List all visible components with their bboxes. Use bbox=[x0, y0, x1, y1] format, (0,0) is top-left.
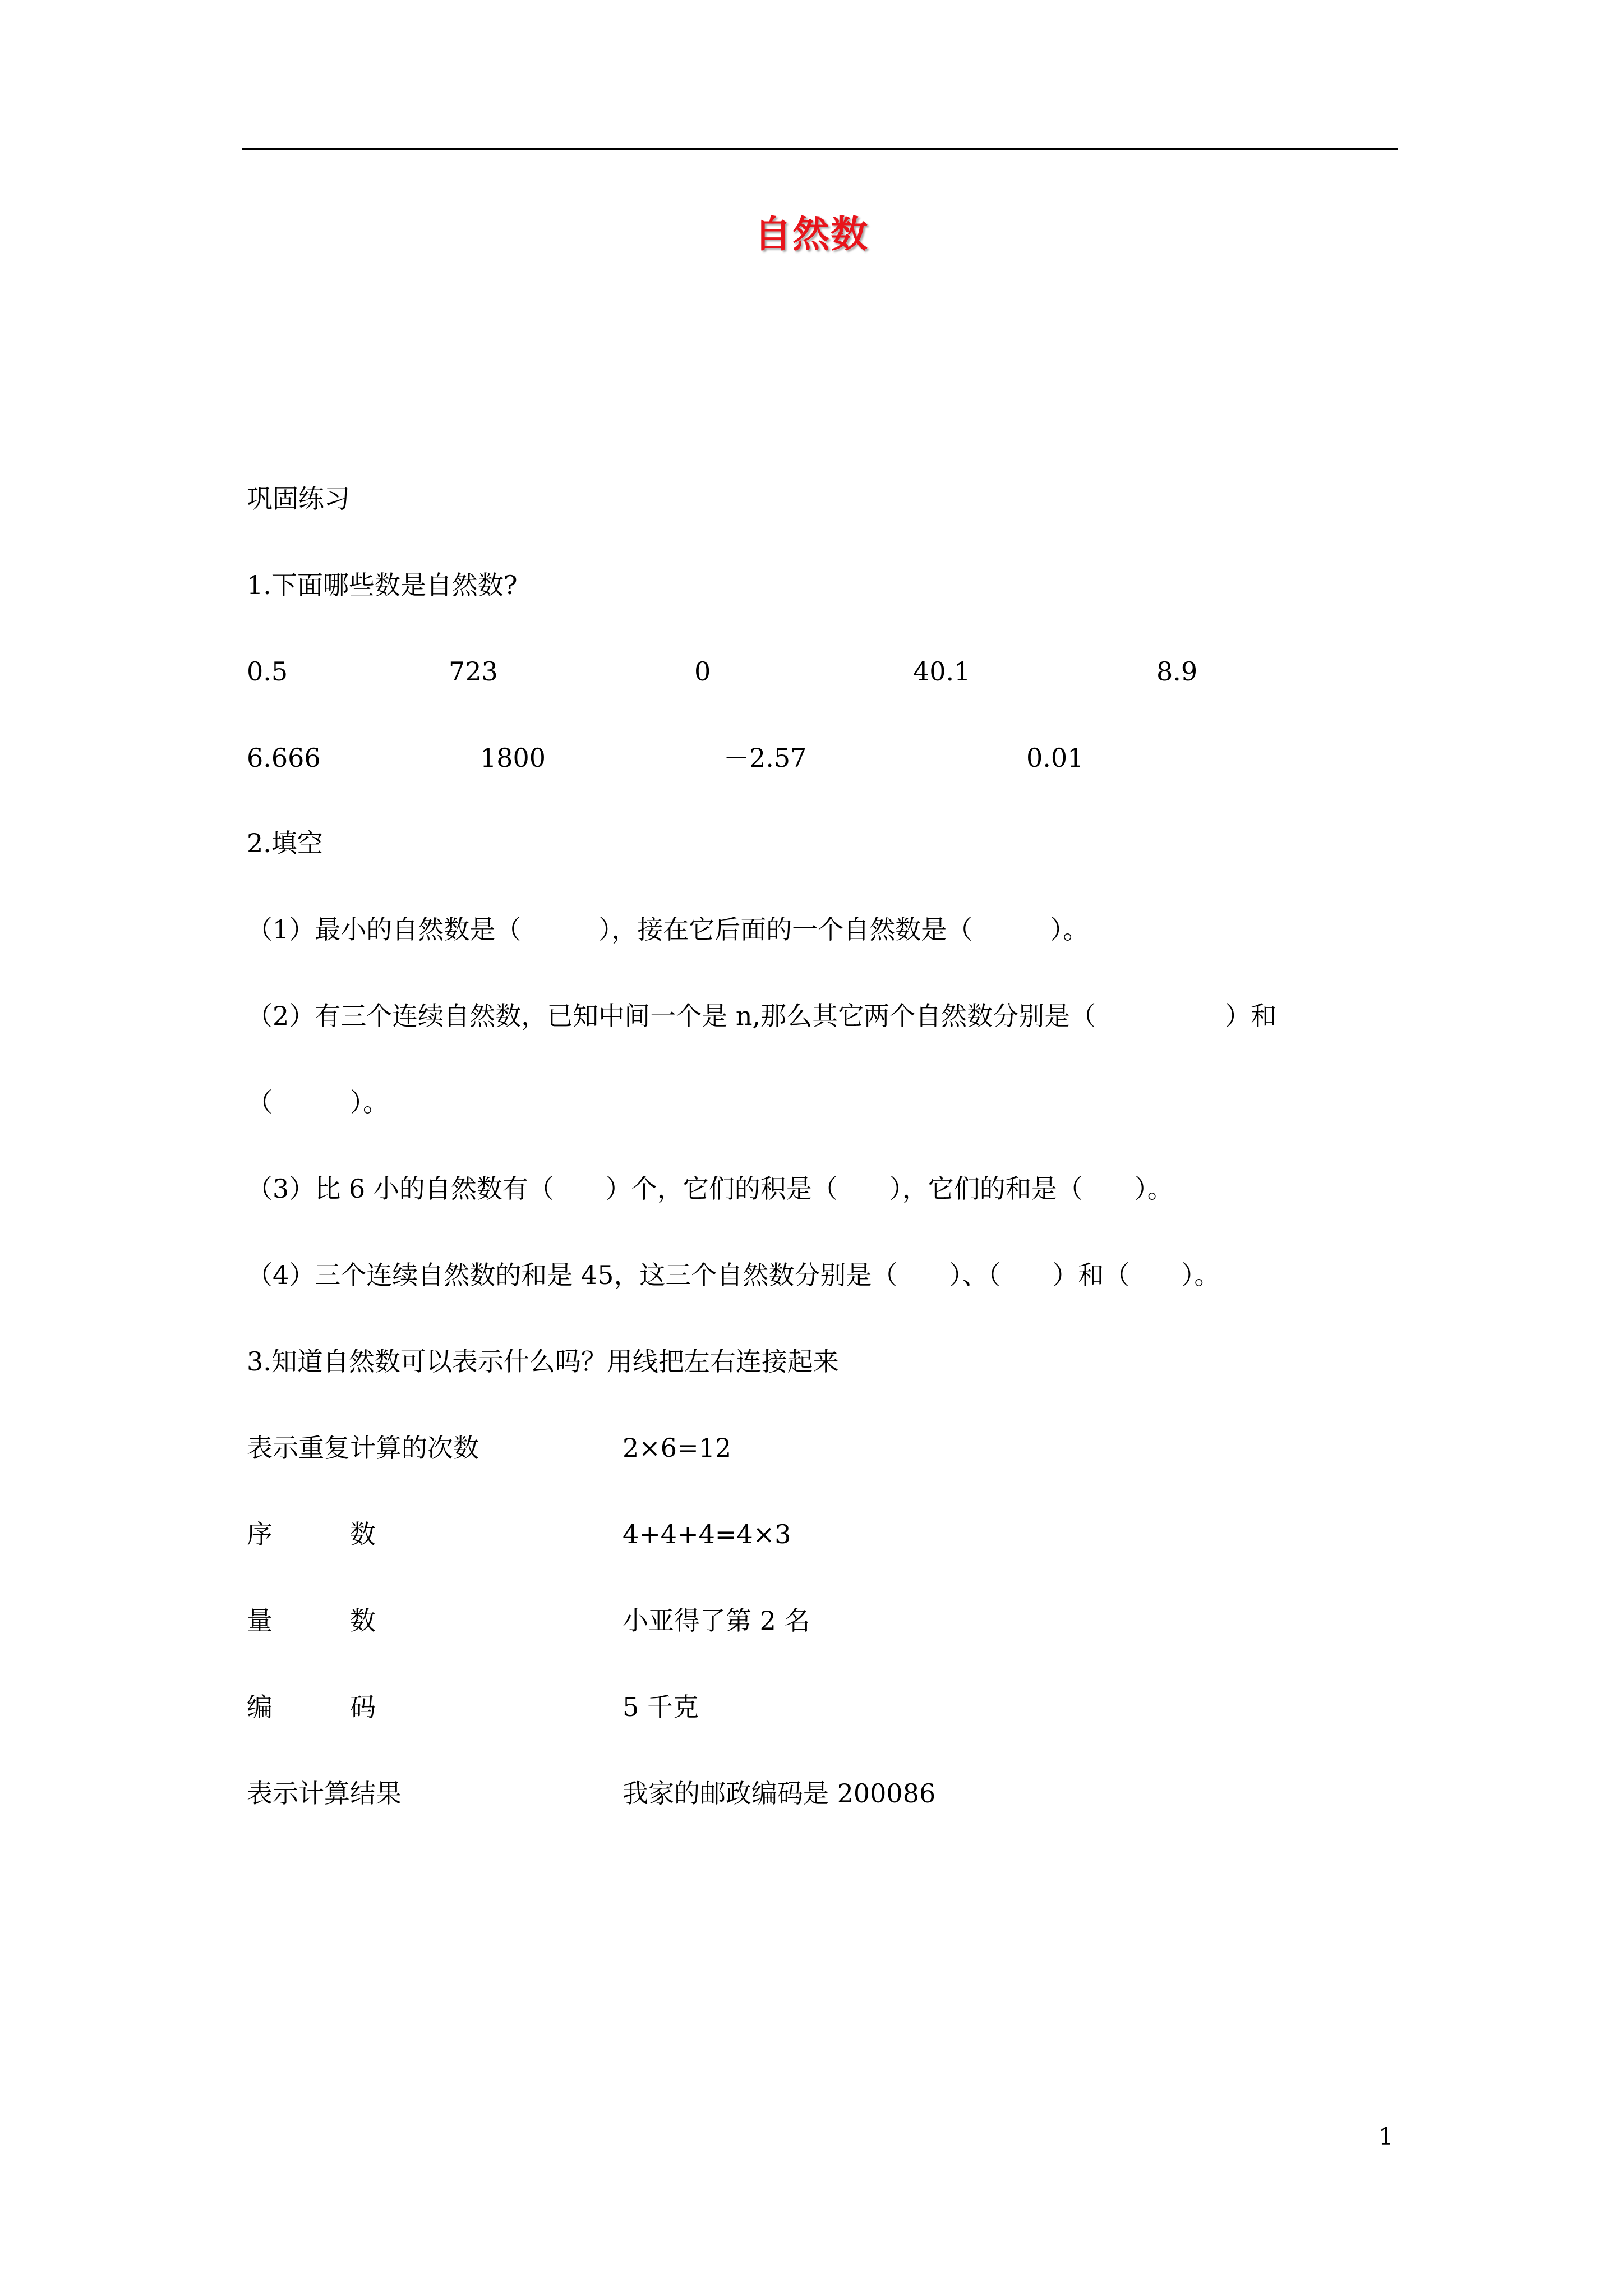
number-option: －2.57 bbox=[723, 743, 807, 773]
fill-blank-item: （3）比 6 小的自然数有（ ）个，它们的积是（ ），它们的和是（ ）。 bbox=[247, 1174, 1173, 1204]
match-right-item: 4+4+4=4×3 bbox=[623, 1519, 791, 1549]
match-right-item: 小亚得了第 2 名 bbox=[623, 1605, 810, 1636]
match-left-item: 量 数 bbox=[247, 1605, 376, 1636]
fill-blank-item: （2）有三个连续自然数，已知中间一个是 n,那么其它两个自然数分别是（ ）和 bbox=[247, 1001, 1277, 1031]
fill-blank-item: （4）三个连续自然数的和是 45，这三个自然数分别是（ ）、（ ）和（ ）。 bbox=[247, 1260, 1220, 1290]
section-heading: 巩固练习 bbox=[247, 484, 350, 514]
number-option: 6.666 bbox=[247, 743, 321, 773]
number-option: 0.5 bbox=[247, 656, 288, 687]
number-option: 723 bbox=[449, 656, 498, 687]
match-left-item: 编 码 bbox=[247, 1692, 376, 1722]
question-2-prompt: 2.填空 bbox=[247, 828, 323, 858]
match-right-item: 我家的邮政编码是 200086 bbox=[623, 1778, 936, 1809]
number-option: 0 bbox=[694, 656, 711, 687]
header-rule bbox=[242, 148, 1398, 150]
match-left-item: 表示重复计算的次数 bbox=[247, 1433, 479, 1463]
question-1-prompt: 1.下面哪些数是自然数? bbox=[247, 570, 518, 600]
match-right-item: 5 千克 bbox=[623, 1692, 699, 1722]
fill-blank-item: （1）最小的自然数是（ ），接在它后面的一个自然数是（ ）。 bbox=[247, 914, 1089, 945]
match-left-item: 序 数 bbox=[247, 1519, 376, 1549]
number-option: 40.1 bbox=[913, 656, 971, 687]
page-title: 自然数 bbox=[754, 213, 869, 256]
number-option: 0.01 bbox=[1026, 743, 1084, 773]
match-right-item: 2×6=12 bbox=[623, 1433, 732, 1463]
fill-blank-item-continued: （ ）。 bbox=[247, 1087, 389, 1117]
number-option: 1800 bbox=[480, 743, 546, 773]
number-option: 8.9 bbox=[1156, 656, 1198, 687]
question-3-prompt: 3.知道自然数可以表示什么吗？用线把左右连接起来 bbox=[247, 1346, 839, 1377]
page-number: 1 bbox=[1378, 2123, 1394, 2150]
match-left-item: 表示计算结果 bbox=[247, 1778, 402, 1809]
